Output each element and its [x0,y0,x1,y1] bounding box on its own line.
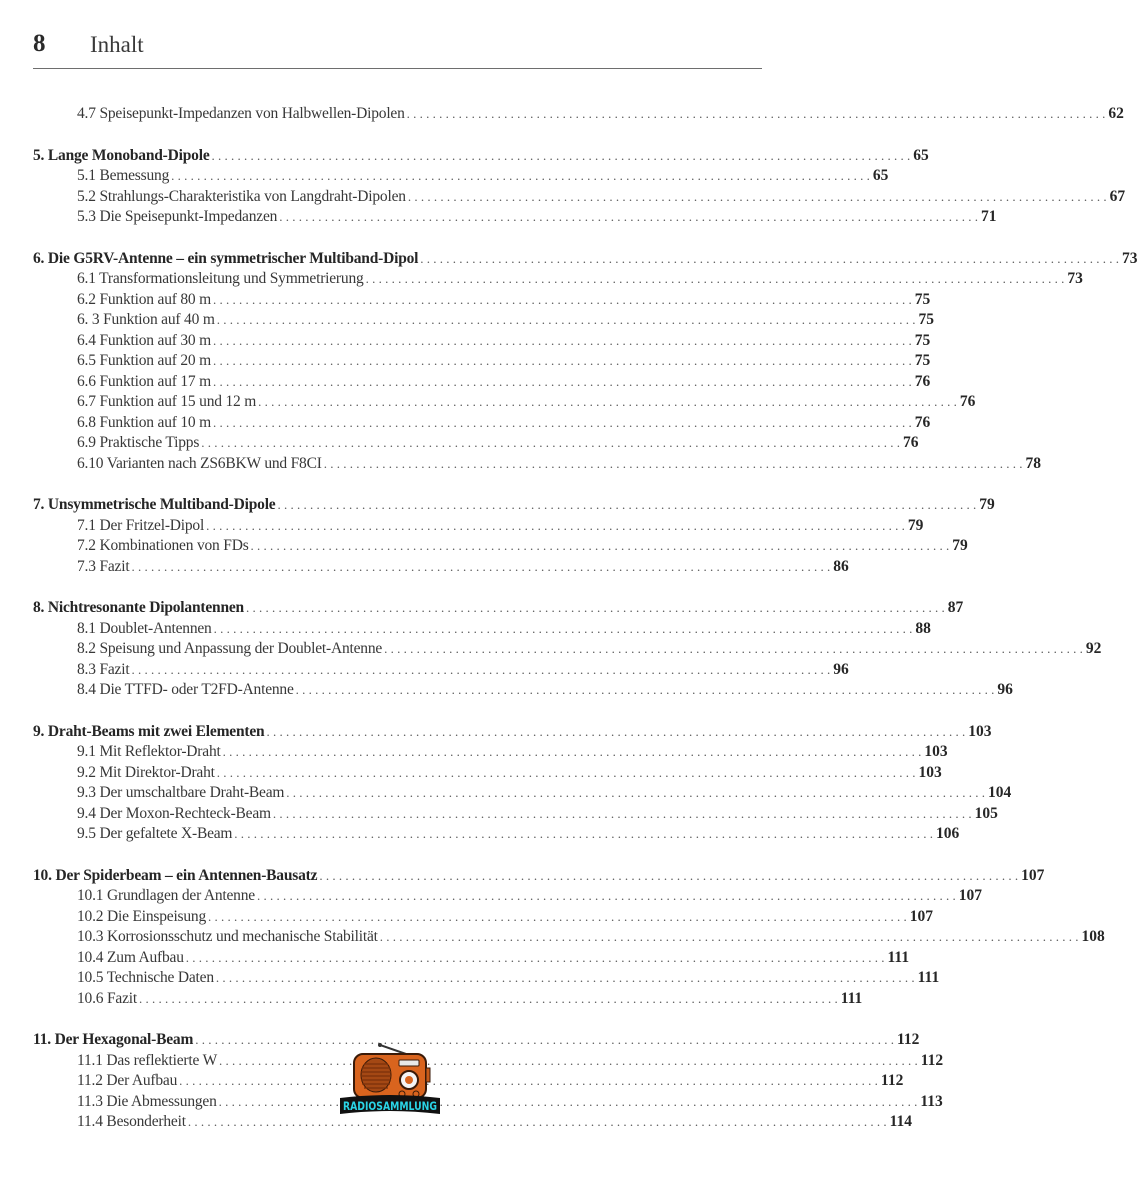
toc-chapter-label: 6. Die G5RV-Antenne – ein symmetrischer Multiband-Dipol [33,249,419,267]
toc-section-label: 6.9 Praktische Tipps [77,434,200,451]
dot-leader [213,290,912,311]
toc-chapter[interactable] [33,495,995,516]
toc-chapter[interactable] [33,866,1045,887]
dot-leader [324,454,1023,475]
toc-section[interactable] [33,948,910,969]
toc-chapter-label: 11. Der Hexagonal-Beam [33,1031,194,1048]
dot-leader [219,1092,918,1113]
dot-leader [213,351,912,372]
dot-leader [195,1030,894,1051]
toc-section-label: 6.6 Funktion auf 17 m [77,372,212,390]
toc-section[interactable] [33,207,997,228]
dot-leader [217,763,916,784]
toc-section-label: 7.2 Kombinationen von FDs [77,537,249,554]
toc-section-label: 11.4 Besonderheit [77,1113,186,1130]
dot-leader [206,516,905,537]
toc-chapter-page: 112 [896,1031,920,1048]
toc-section-label: 8.2 Speisung und Anpassung der Doublet-Antenne [77,640,383,657]
page-header [33,28,762,69]
dot-leader [408,187,1107,208]
toc-section[interactable] [33,516,924,537]
dot-leader [213,413,912,434]
toc-section[interactable] [33,824,960,845]
dot-leader [366,269,1065,290]
dot-leader [319,866,1018,887]
dot-leader [384,639,1083,660]
section-gap [33,228,760,249]
toc-section[interactable] [33,886,982,907]
toc-section[interactable] [33,536,968,557]
toc-section[interactable] [33,619,931,640]
toc-section[interactable] [33,989,863,1010]
toc-section-page: 65 [872,167,889,184]
section-gap [33,845,760,866]
toc-section-label: 11.1 Das reflektierte W [77,1051,218,1069]
toc-section-label: 10.5 Technische Daten [77,969,214,986]
watermark-text: RADIOSAMMLUNG [343,1099,437,1113]
toc-chapter-page: 103 [968,722,992,740]
toc-section-page: 79 [952,537,968,554]
dot-leader [186,948,885,969]
toc-section-label: 10.6 Fazit [77,989,137,1007]
dot-leader [139,989,838,1010]
toc-section[interactable] [33,680,1013,701]
toc-section-page: 76 [959,393,976,410]
toc-section-page: 75 [914,331,931,349]
dot-leader [219,1051,918,1072]
dot-leader [213,372,912,393]
toc-section-page: 75 [914,290,931,308]
toc-chapter-page: 79 [979,496,995,513]
toc-chapter-label: 7. Unsymmetrische Multiband-Dipole [33,496,276,513]
dot-leader [188,1112,887,1133]
toc-section[interactable] [33,392,976,413]
toc-section-label: 5.2 Strahlungs-Charakteristika von Langdraht-Dipolen [77,187,406,205]
toc-section-page: 103 [924,743,948,760]
toc-section-page: 73 [1067,270,1083,287]
toc-section[interactable] [33,433,919,454]
toc-section-page: 76 [902,434,919,451]
toc-section-label: 9.3 Der umschaltbare Draht-Beam [77,784,285,801]
toc-section[interactable] [33,1112,912,1133]
toc-chapter-page: 73 [1122,249,1138,267]
dot-leader [179,1071,878,1092]
toc-chapter-label: 8. Nichtresonante Dipolantennen [33,599,244,616]
toc-section-page: 78 [1025,454,1041,472]
toc-section[interactable] [33,763,942,784]
toc-section-label: 10.1 Grundlagen der Antenne [77,887,255,904]
toc-section-page: 106 [936,825,960,842]
toc-section-label: 9.1 Mit Reflektor-Draht [77,743,221,760]
toc-section[interactable] [33,639,1102,660]
toc-section-page: 96 [833,660,849,678]
dot-leader [278,495,977,516]
toc-section[interactable] [33,269,1083,290]
toc-section-page: 111 [917,969,940,986]
toc-section-page: 112 [920,1051,944,1069]
toc-section[interactable] [33,454,1041,475]
toc-section[interactable] [33,413,931,434]
toc-section[interactable] [33,968,940,989]
toc-section[interactable] [33,331,931,352]
dot-leader [251,536,950,557]
radio-icon [354,1043,430,1098]
dot-leader [407,104,1106,125]
dot-leader [266,722,965,743]
toc-section-label: 8.3 Fazit [77,660,130,678]
toc-section-page: 75 [918,311,934,328]
dot-leader [246,598,945,619]
dot-leader [234,824,933,845]
toc-section-label: 6.4 Funktion auf 30 m [77,331,212,349]
toc-section-page: 71 [980,208,997,225]
section-gap [33,474,760,495]
toc-section-label: 10.4 Zum Aufbau [77,948,184,966]
dot-leader [214,619,913,640]
toc-section[interactable] [33,290,931,311]
toc-chapter-label: 10. Der Spiderbeam – ein Antennen-Bausatz [33,866,318,884]
dot-leader [208,907,907,928]
toc-section-label: 6. 3 Funktion auf 40 m [77,311,215,328]
toc-section-page: 107 [958,887,982,904]
toc-section-page: 75 [914,352,931,369]
toc-entry[interactable] [33,104,1124,125]
toc-section-page: 86 [833,557,849,575]
toc-chapter-label: 9. Draht-Beams mit zwei Elementen [33,722,265,740]
toc-section-label: 5.1 Bemessung [77,167,170,184]
toc-entry-page: 62 [1108,105,1124,122]
section-gap [33,125,760,146]
toc-section[interactable] [33,927,1105,948]
dot-leader [171,166,870,187]
toc-chapter[interactable] [33,598,964,619]
toc-section[interactable] [33,351,931,372]
toc-section-label: 9.5 Der gefaltete X-Beam [77,825,233,842]
dot-leader [380,927,1079,948]
dot-leader [223,742,922,763]
dot-leader [213,331,912,352]
toc-section-page: 67 [1109,187,1126,205]
dot-leader [258,392,957,413]
toc-chapter-page: 65 [913,146,929,164]
toc-section[interactable] [33,372,931,393]
dot-leader [131,557,830,578]
toc-section-label: 6.7 Funktion auf 15 und 12 m [77,393,257,410]
toc-section[interactable] [33,187,1126,208]
toc-section[interactable] [33,310,934,331]
toc-section-page: 114 [889,1113,912,1130]
radiosammlung-watermark-logo [338,1042,442,1114]
toc-section-label: 6.8 Funktion auf 10 m [77,413,212,431]
toc-chapter-page: 107 [1021,866,1045,884]
toc-section-page: 107 [909,907,934,925]
toc-section-label: 7.1 Der Fritzel-Dipol [77,516,205,534]
toc-section-page: 111 [887,948,910,966]
toc-section[interactable] [33,907,934,928]
dot-leader [216,968,915,989]
toc-section-page: 104 [988,784,1012,801]
toc-section-label: 8.4 Die TTFD- oder T2FD-Antenne [77,681,294,698]
section-gap [33,1009,760,1030]
dot-leader [212,146,911,167]
dot-leader [420,249,1119,270]
toc-section-page: 113 [920,1092,943,1110]
toc-section-label: 10.2 Die Einspeisung [77,907,207,925]
toc-section-page: 76 [914,372,931,390]
toc-section-label: 7.3 Fazit [77,557,130,575]
toc-section[interactable] [33,783,1012,804]
page-title: Inhalt [90,32,144,57]
toc-section-label: 11.2 Der Aufbau [77,1072,178,1089]
toc-section-page: 111 [840,989,863,1007]
toc-section-label: 6.10 Varianten nach ZS6BKW und F8CI [77,454,322,472]
toc-section-label: 6.2 Funktion auf 80 m [77,290,212,308]
table-of-contents [33,104,1138,1133]
toc-section-page: 103 [918,763,942,781]
toc-section[interactable] [33,742,948,763]
dot-leader [273,804,972,825]
toc-chapter-page: 87 [947,599,964,616]
toc-section[interactable] [33,166,889,187]
toc-section-label: 9.4 Der Moxon-Rechteck-Beam [77,804,271,822]
toc-section-page: 79 [907,516,924,534]
toc-section-page: 92 [1085,640,1102,657]
toc-section-page: 112 [880,1072,904,1089]
toc-section-page: 105 [974,804,998,822]
toc-chapter[interactable] [33,722,992,743]
toc-section-label: 9.2 Mit Direktor-Draht [77,763,215,781]
toc-section[interactable] [33,804,998,825]
dot-leader [296,680,995,701]
toc-chapter-label: 5. Lange Monoband-Dipole [33,146,210,164]
dot-leader [201,433,900,454]
toc-section-label: 8.1 Doublet-Antennen [77,619,212,637]
toc-section-label: 6.5 Funktion auf 20 m [77,352,212,369]
toc-section-page: 96 [997,681,1013,698]
dot-leader [279,207,978,228]
toc-section[interactable] [33,660,849,681]
toc-section-page: 76 [914,413,931,431]
section-gap [33,577,760,598]
dot-leader [257,886,956,907]
toc-chapter[interactable] [33,146,929,167]
dot-leader [217,310,916,331]
dot-leader [286,783,985,804]
toc-chapter[interactable] [33,249,1138,270]
section-gap [33,701,760,722]
toc-section[interactable] [33,557,849,578]
toc-section-label: 5.3 Die Speisepunkt-Impedanzen [77,208,278,225]
toc-section-label: 10.3 Korrosionsschutz und mechanische Stabilität [77,928,378,945]
toc-section-label: 6.1 Transformationsleitung und Symmetrierung [77,270,364,287]
toc-section-label: 11.3 Die Abmessungen [77,1092,217,1110]
toc-section-page: 108 [1081,928,1105,945]
toc-entry-label: 4.7 Speisepunkt-Impedanzen von Halbwellen-Dipolen [77,105,405,122]
toc-section-page: 88 [915,619,931,637]
page-number: 8 [33,30,46,57]
dot-leader [131,660,830,681]
